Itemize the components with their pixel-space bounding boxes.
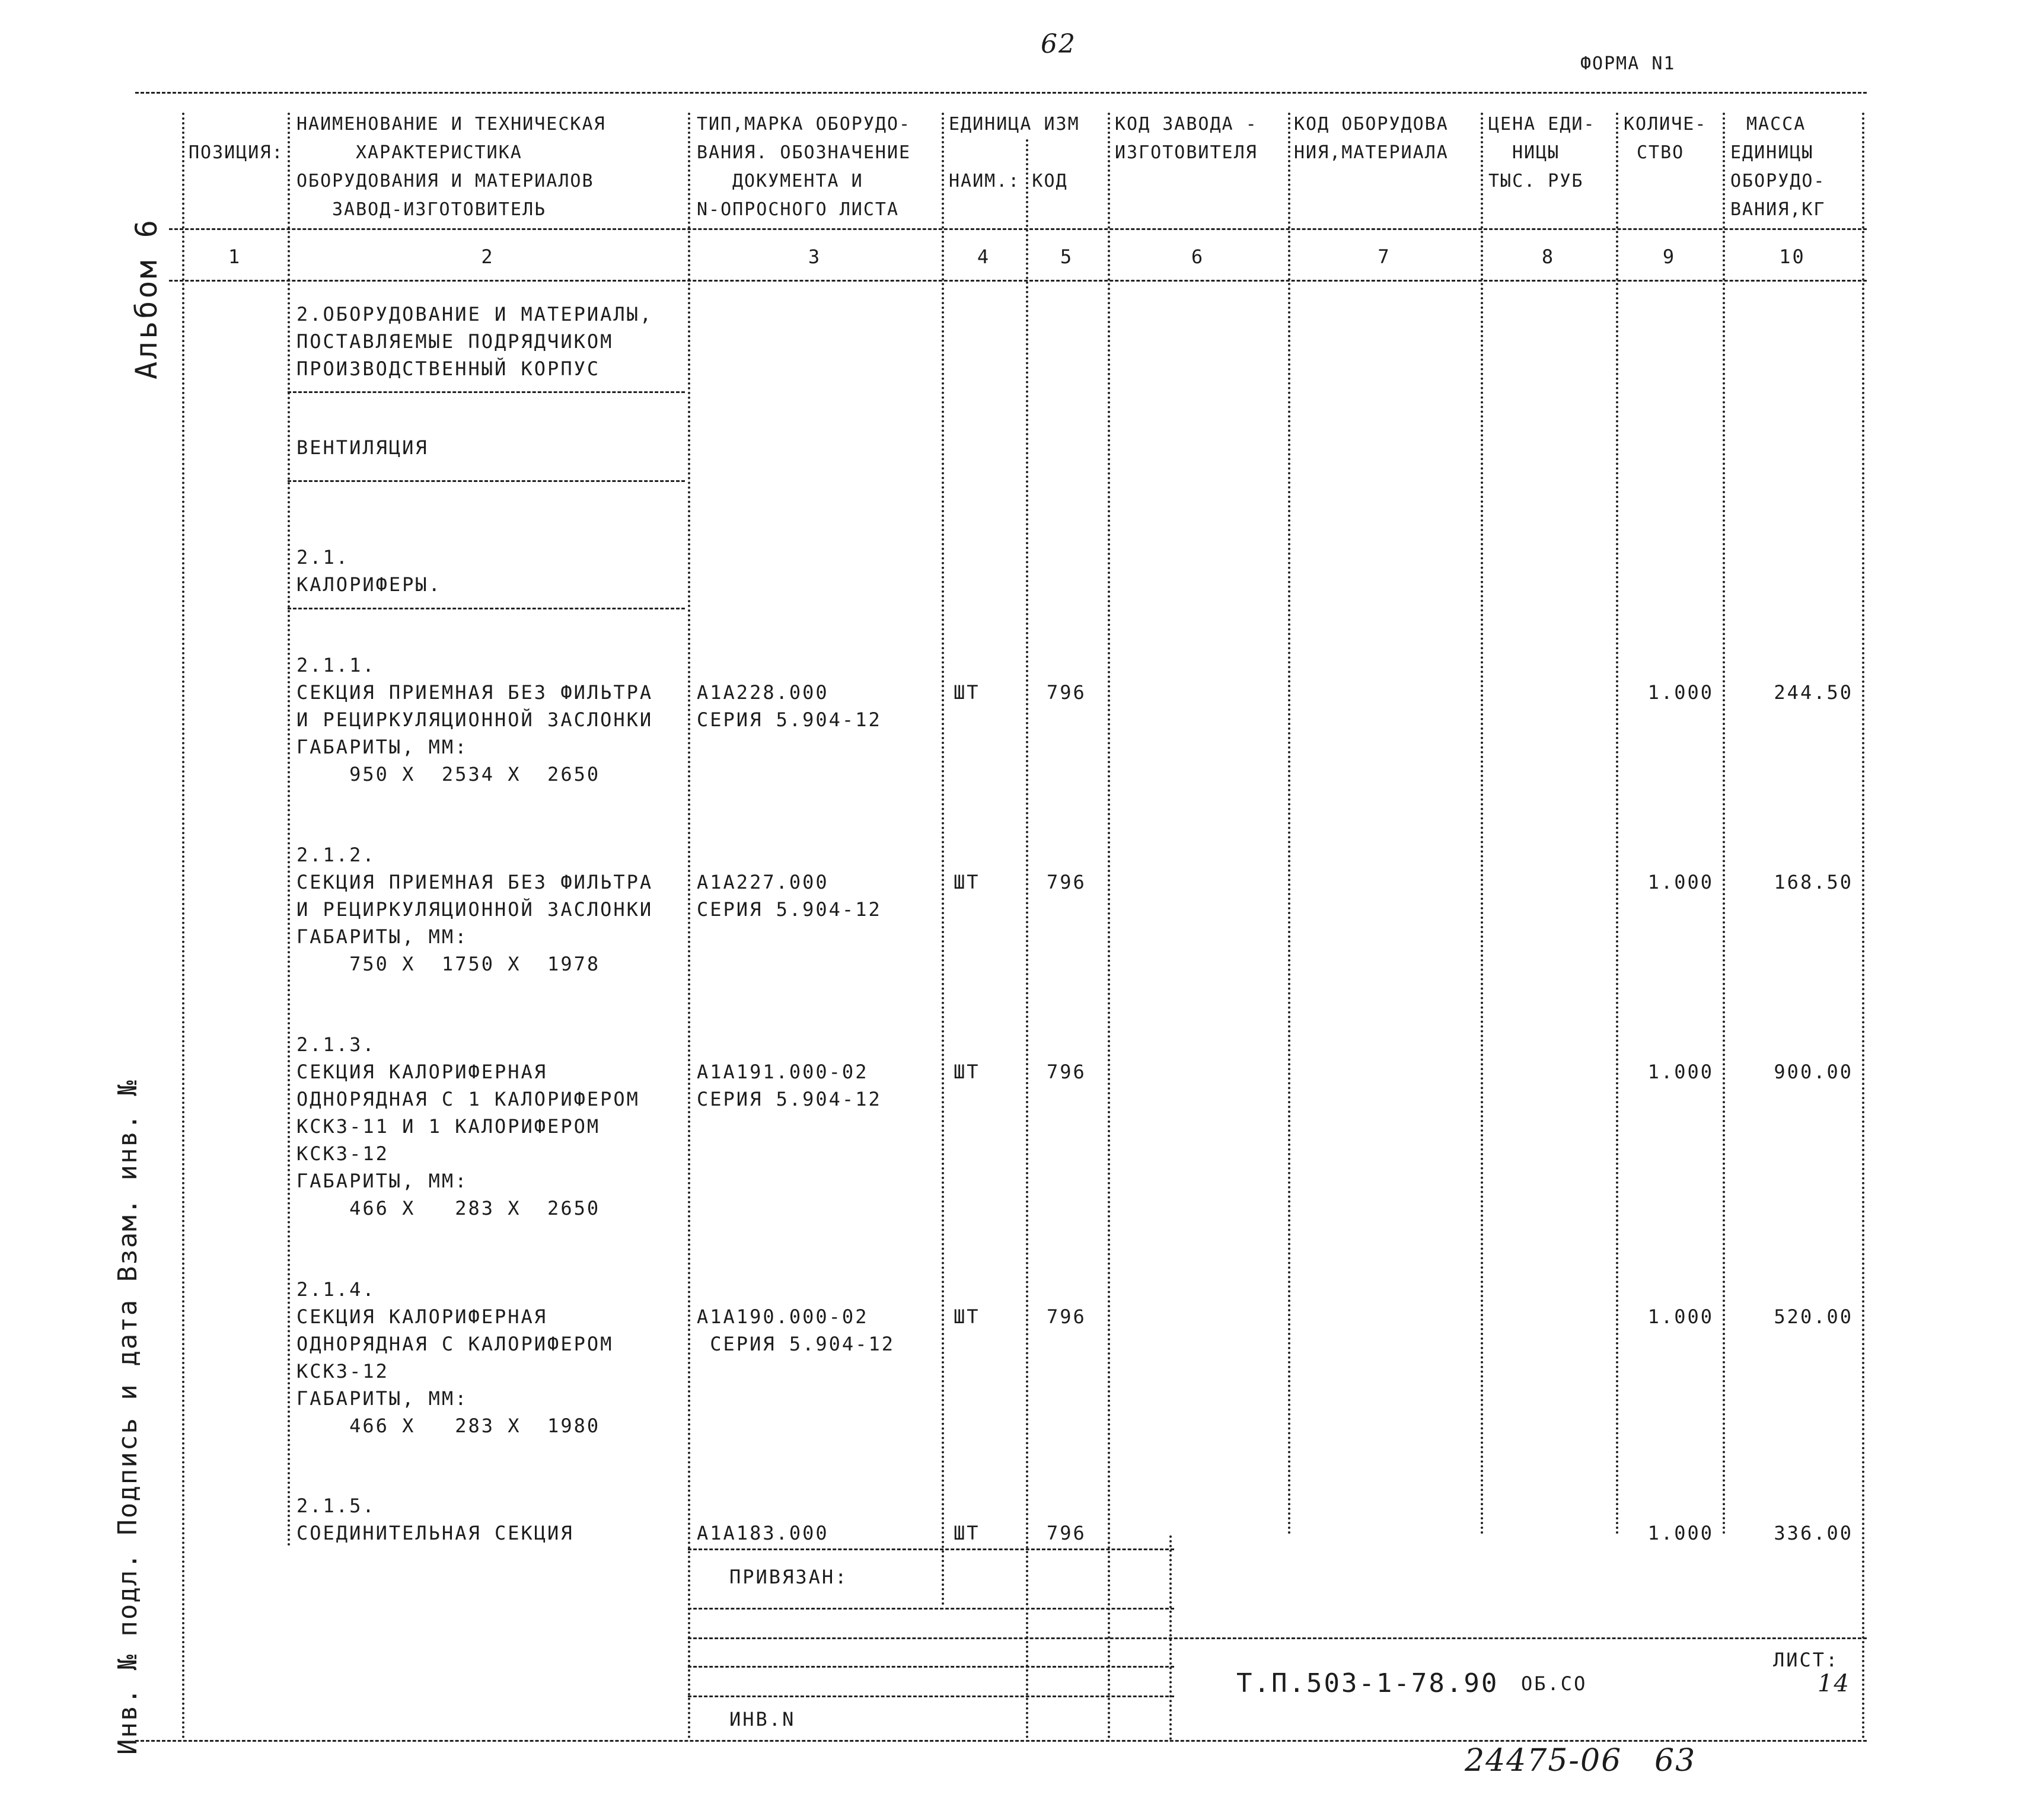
- table-top-rule: [135, 92, 1867, 94]
- col-sep-right: [1862, 113, 1864, 1740]
- col-sep-6: [1108, 113, 1110, 1740]
- group-number: 2.1.: [296, 546, 350, 569]
- col-number-5: 5: [1060, 245, 1074, 268]
- header-col-2-line-2: ХАРАКТЕРИСТИКА: [356, 142, 522, 163]
- item-3-mass: 900.00: [1774, 1061, 1853, 1083]
- item-1-desc-3: ГАБАРИТЫ, ММ:: [296, 736, 468, 758]
- col-number-3: 3: [808, 245, 822, 268]
- item-2-unit-code: 796: [1047, 871, 1086, 893]
- header-col-10-line-1: МАССА: [1746, 114, 1806, 135]
- col-sep-9: [1616, 113, 1618, 1535]
- header-col-8-line-3: ТЫС. РУБ: [1488, 171, 1584, 191]
- col-number-7: 7: [1378, 245, 1391, 268]
- item-3-dimensions: 466 X 283 X 2650: [296, 1197, 601, 1219]
- item-4-dimensions: 466 X 283 X 1980: [296, 1415, 601, 1437]
- header-col-4-5-line-2: НАИМ.: КОД: [949, 171, 1068, 191]
- form-label: ФОРМА N1: [1580, 53, 1676, 74]
- header-col-9-line-1: КОЛИЧЕ-: [1624, 114, 1707, 135]
- item-4-unit: ШТ: [954, 1305, 980, 1328]
- col-number-6: 6: [1191, 245, 1205, 268]
- stamp-privyazan-label: ПРИВЯЗАН:: [729, 1566, 849, 1588]
- item-1-mass: 244.50: [1774, 681, 1853, 704]
- col-number-8: 8: [1541, 245, 1555, 268]
- item-2-position: 2.1.2.: [296, 844, 376, 866]
- item-5-unit-code: 796: [1047, 1522, 1086, 1544]
- item-4-desc-2: ОДНОРЯДНАЯ С КАЛОРИФЕРОМ: [296, 1333, 614, 1355]
- item-1-unit-code: 796: [1047, 681, 1086, 704]
- header-col-2-line-3: ОБОРУДОВАНИЯ И МАТЕРИАЛОВ: [296, 171, 594, 191]
- item-2-series: СЕРИЯ 5.904-12: [697, 898, 882, 921]
- header-col-10-line-3: ОБОРУДО-: [1730, 171, 1826, 191]
- header-col-3-line-3: ДОКУМЕНТА И: [732, 171, 863, 191]
- col-sep-8: [1481, 113, 1483, 1535]
- item-3-desc-3: КСК3-11 И 1 КАЛОРИФЕРОМ: [296, 1115, 601, 1138]
- stamp-inventory-label: ИНВ.N: [729, 1708, 796, 1730]
- col-sep-10: [1723, 113, 1725, 1535]
- footer-handwritten-code: 24475-06: [1465, 1743, 1622, 1779]
- item-1-position: 2.1.1.: [296, 654, 376, 676]
- header-col-9-line-2: СТВО: [1637, 142, 1685, 163]
- item-3-quantity: 1.000: [1647, 1061, 1714, 1083]
- item-3-desc-4: КСК3-12: [296, 1142, 389, 1165]
- item-5-position: 2.1.5.: [296, 1495, 376, 1517]
- item-2-desc-3: ГАБАРИТЫ, ММ:: [296, 925, 468, 948]
- section-rule: [288, 391, 685, 393]
- group-rule: [288, 608, 685, 609]
- stamp-rule-2: [688, 1608, 1174, 1610]
- item-2-dimensions: 750 X 1750 X 1978: [296, 953, 601, 975]
- document-code: Т.П.503-1-78.90: [1236, 1668, 1499, 1698]
- item-3-position: 2.1.3.: [296, 1033, 376, 1056]
- item-5-desc-1: СОЕДИНИТЕЛЬНАЯ СЕКЦИЯ: [296, 1522, 574, 1544]
- item-2-desc-2: И РЕЦИРКУЛЯЦИОННОЙ ЗАСЛОНКИ: [296, 898, 653, 921]
- item-4-position: 2.1.4.: [296, 1278, 376, 1301]
- stamp-sep: [1169, 1535, 1172, 1740]
- item-4-unit-code: 796: [1047, 1305, 1086, 1328]
- header-col-10-line-4: ВАНИЯ,КГ: [1730, 199, 1826, 220]
- section-building: ПРОИЗВОДСТВЕННЫЙ КОРПУС: [296, 357, 601, 380]
- item-1-series: СЕРИЯ 5.904-12: [697, 708, 882, 731]
- col-sep-1: [182, 113, 184, 1740]
- header-col-8-line-1: ЦЕНА ЕДИ-: [1488, 114, 1596, 135]
- col-number-1: 1: [228, 245, 242, 268]
- item-4-desc-4: ГАБАРИТЫ, ММ:: [296, 1387, 468, 1410]
- item-4-desc-3: КСК3-12: [296, 1360, 389, 1382]
- item-4-type: А1А190.000-02: [697, 1305, 869, 1328]
- item-3-series: СЕРИЯ 5.904-12: [697, 1088, 882, 1110]
- item-1-type: А1А228.000: [697, 681, 829, 704]
- page-number: 62: [1041, 29, 1076, 59]
- header-col-3-line-1: ТИП,МАРКА ОБОРУДО-: [697, 114, 911, 135]
- item-3-type: А1А191.000-02: [697, 1061, 869, 1083]
- header-col-3-line-2: ВАНИЯ. ОБОЗНАЧЕНИЕ: [697, 142, 911, 163]
- table-bottom-rule: [135, 1740, 1867, 1742]
- col-number-9: 9: [1662, 245, 1676, 268]
- item-3-desc-2: ОДНОРЯДНАЯ С 1 КАЛОРИФЕРОМ: [296, 1088, 640, 1110]
- col-sep-3: [688, 113, 690, 1740]
- item-2-unit: ШТ: [954, 871, 980, 893]
- group-title: КАЛОРИФЕРЫ.: [296, 573, 442, 596]
- item-1-quantity: 1.000: [1647, 681, 1714, 704]
- col-number-2: 2: [481, 245, 495, 268]
- item-1-desc-1: СЕКЦИЯ ПРИЕМНАЯ БЕЗ ФИЛЬТРА: [296, 681, 653, 704]
- item-1-dimensions: 950 X 2534 X 2650: [296, 763, 601, 786]
- sheet-number: 14: [1818, 1670, 1850, 1697]
- stamp-rule-5: [688, 1696, 1174, 1697]
- item-1-desc-2: И РЕЦИРКУЛЯЦИОННОЙ ЗАСЛОНКИ: [296, 708, 653, 731]
- section-subtitle: ПОСТАВЛЯЕМЫЕ ПОДРЯДЧИКОМ: [296, 330, 614, 353]
- item-2-type: А1А227.000: [697, 871, 829, 893]
- stamp-rule-1: [688, 1548, 1174, 1550]
- item-3-unit-code: 796: [1047, 1061, 1086, 1083]
- header-col-7-line-2: НИЯ,МАТЕРИАЛА: [1294, 142, 1449, 163]
- header-col-6-line-2: ИЗГОТОВИТЕЛЯ: [1115, 142, 1258, 163]
- col-sep-7: [1288, 113, 1290, 1535]
- item-2-desc-1: СЕКЦИЯ ПРИЕМНАЯ БЕЗ ФИЛЬТРА: [296, 871, 653, 893]
- item-3-unit: ШТ: [954, 1061, 980, 1083]
- header-col-10-line-2: ЕДИНИЦЫ: [1730, 142, 1814, 163]
- stamp-rule-3: [688, 1637, 1867, 1639]
- item-4-desc-1: СЕКЦИЯ КАЛОРИФЕРНАЯ: [296, 1305, 548, 1328]
- header-col-7-line-1: КОД ОБОРУДОВА: [1294, 114, 1449, 135]
- item-5-quantity: 1.000: [1647, 1522, 1714, 1544]
- header-col-8-line-2: НИЦЫ: [1512, 142, 1560, 163]
- header-col-2-line-1: НАИМЕНОВАНИЕ И ТЕХНИЧЕСКАЯ: [296, 114, 606, 135]
- item-2-quantity: 1.000: [1647, 871, 1714, 893]
- header-col-1: ПОЗИЦИЯ:: [189, 142, 284, 163]
- item-2-mass: 168.50: [1774, 871, 1853, 893]
- item-5-unit: ШТ: [954, 1522, 980, 1544]
- item-3-desc-5: ГАБАРИТЫ, ММ:: [296, 1170, 468, 1192]
- sheet-label: ЛИСТ:: [1773, 1649, 1839, 1671]
- section-title: 2.ОБОРУДОВАНИЕ И МАТЕРИАЛЫ,: [296, 303, 653, 325]
- col-number-10: 10: [1779, 245, 1806, 268]
- subsection-title: ВЕНТИЛЯЦИЯ: [296, 436, 429, 459]
- col-number-4: 4: [977, 245, 991, 268]
- stamp-rule-4: [688, 1666, 1174, 1668]
- item-5-type: А1А183.000: [697, 1522, 829, 1544]
- item-3-desc-1: СЕКЦИЯ КАЛОРИФЕРНАЯ: [296, 1061, 548, 1083]
- subsection-rule: [288, 480, 685, 482]
- header-bottom-rule: [169, 228, 1867, 230]
- header-col-4-5-line-1: ЕДИНИЦА ИЗМ: [949, 114, 1080, 135]
- document-suffix: ОБ.СО: [1521, 1672, 1587, 1695]
- footer-page-number: 63: [1654, 1743, 1697, 1779]
- item-1-unit: ШТ: [954, 681, 980, 704]
- header-col-3-line-4: N-ОПРОСНОГО ЛИСТА: [697, 199, 900, 220]
- inventory-margin-label: Инв. № подл. Подпись и дата Взам. инв. №: [113, 1079, 143, 1755]
- col-numbers-bottom-rule: [169, 280, 1867, 282]
- col-sep-5: [1026, 139, 1028, 1740]
- header-col-6-line-1: КОД ЗАВОДА -: [1115, 114, 1258, 135]
- header-col-2-line-4: ЗАВОД-ИЗГОТОВИТЕЛЬ: [332, 199, 547, 220]
- item-4-series: СЕРИЯ 5.904-12: [697, 1333, 895, 1355]
- album-label: Альбом 6: [129, 218, 164, 379]
- item-4-quantity: 1.000: [1647, 1305, 1714, 1328]
- col-sep-2: [288, 113, 290, 1547]
- col-sep-4: [942, 113, 944, 1607]
- item-4-mass: 520.00: [1774, 1305, 1853, 1328]
- item-5-mass: 336.00: [1774, 1522, 1853, 1544]
